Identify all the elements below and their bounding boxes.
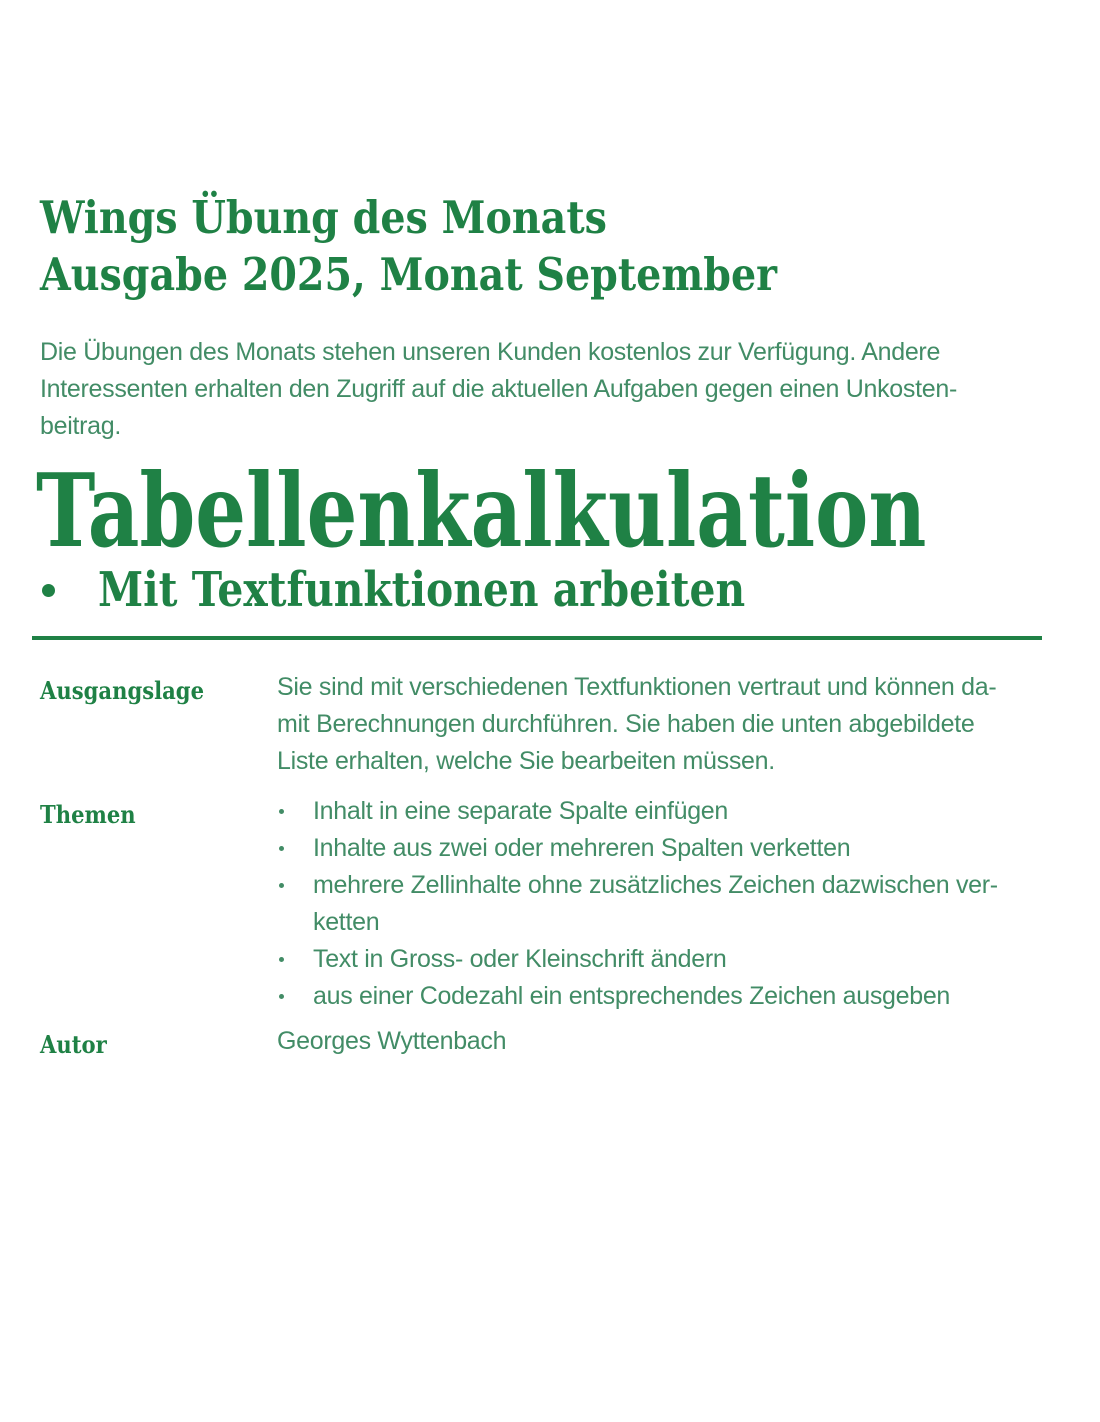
- themen-bullet-list: [277, 793, 1060, 1015]
- bullet-icon: [277, 830, 313, 867]
- doc-header-line1: [40, 189, 878, 246]
- list-item-line: ketten: [313, 908, 380, 936]
- list-item: [277, 941, 1060, 978]
- ausgangslage-line: mit Berechnungen durchführen. Sie haben die unten abgebildete: [277, 710, 975, 738]
- doc-header: [40, 189, 878, 303]
- list-item-line: Inhalt in eine separate Spalte einfügen: [313, 797, 729, 825]
- list-item: [277, 793, 1060, 830]
- list-item-line: aus einer Codezahl ein entsprechendes Zeichen ausgeben: [313, 982, 951, 1010]
- list-item: [277, 867, 1060, 941]
- subtitle-text: Mit Textfunktionen arbeiten: [98, 562, 746, 618]
- ausgangslage-line: Liste erhalten, welche Sie bearbeiten müssen.: [277, 747, 775, 775]
- main-title-text: Tabellenkalkulation: [36, 451, 927, 570]
- list-item: [277, 830, 1060, 867]
- list-item-text: [313, 830, 1060, 867]
- list-item-text: [313, 941, 1060, 978]
- list-item-line: Text in Gross- oder Kleinschrift ändern: [313, 945, 727, 973]
- divider-rule: [32, 636, 1042, 640]
- list-item-text: [313, 978, 1060, 1015]
- list-item-line: Inhalte aus zwei oder mehreren Spalten verketten: [313, 834, 851, 862]
- section-autor: [40, 1023, 1060, 1063]
- ausgangslage-label: [40, 669, 277, 709]
- list-item-text: [313, 867, 1060, 941]
- bullet-icon: [277, 978, 313, 1015]
- intro-line: Die Übungen des Monats stehen unseren Kunden kostenlos zur Verfügung. Andere: [40, 338, 941, 366]
- doc-header-line2-text: Ausgabe 2025, Monat September: [40, 248, 778, 301]
- section-ausgangslage: [40, 669, 1060, 780]
- ausgangslage-content: [277, 669, 1060, 780]
- subtitle-bullet-icon: [42, 584, 55, 597]
- doc-header-line1-text: Wings Übung des Monats: [40, 191, 607, 244]
- ausgangslage-label-text: Ausgangslage: [40, 676, 205, 705]
- themen-label-text: Themen: [40, 800, 136, 829]
- doc-header-line2: [40, 246, 878, 303]
- autor-value: Georges Wyttenbach: [277, 1027, 507, 1055]
- list-item: [277, 978, 1060, 1015]
- autor-content: [277, 1023, 1060, 1060]
- bullet-icon: [277, 867, 313, 941]
- themen-content: [277, 793, 1060, 1015]
- section-themen: [40, 793, 1060, 1015]
- subtitle: [98, 562, 859, 618]
- bullet-icon: [277, 793, 313, 830]
- list-item-line: mehrere Zellinhalte ohne zusätzliches Zeichen dazwischen ver-: [313, 871, 998, 899]
- intro-paragraph: [40, 334, 957, 445]
- ausgangslage-line: Sie sind mit verschiedenen Textfunktionen vertraut und können da-: [277, 673, 997, 701]
- bullet-icon: [277, 941, 313, 978]
- main-title: [36, 451, 1100, 570]
- themen-label: [40, 793, 277, 833]
- intro-line: Interessenten erhalten den Zugriff auf die aktuellen Aufgaben gegen einen Unkosten-: [40, 375, 957, 403]
- autor-label: [40, 1023, 277, 1063]
- list-item-text: [313, 793, 1060, 830]
- autor-label-text: Autor: [40, 1030, 107, 1059]
- intro-line: beitrag.: [40, 412, 121, 440]
